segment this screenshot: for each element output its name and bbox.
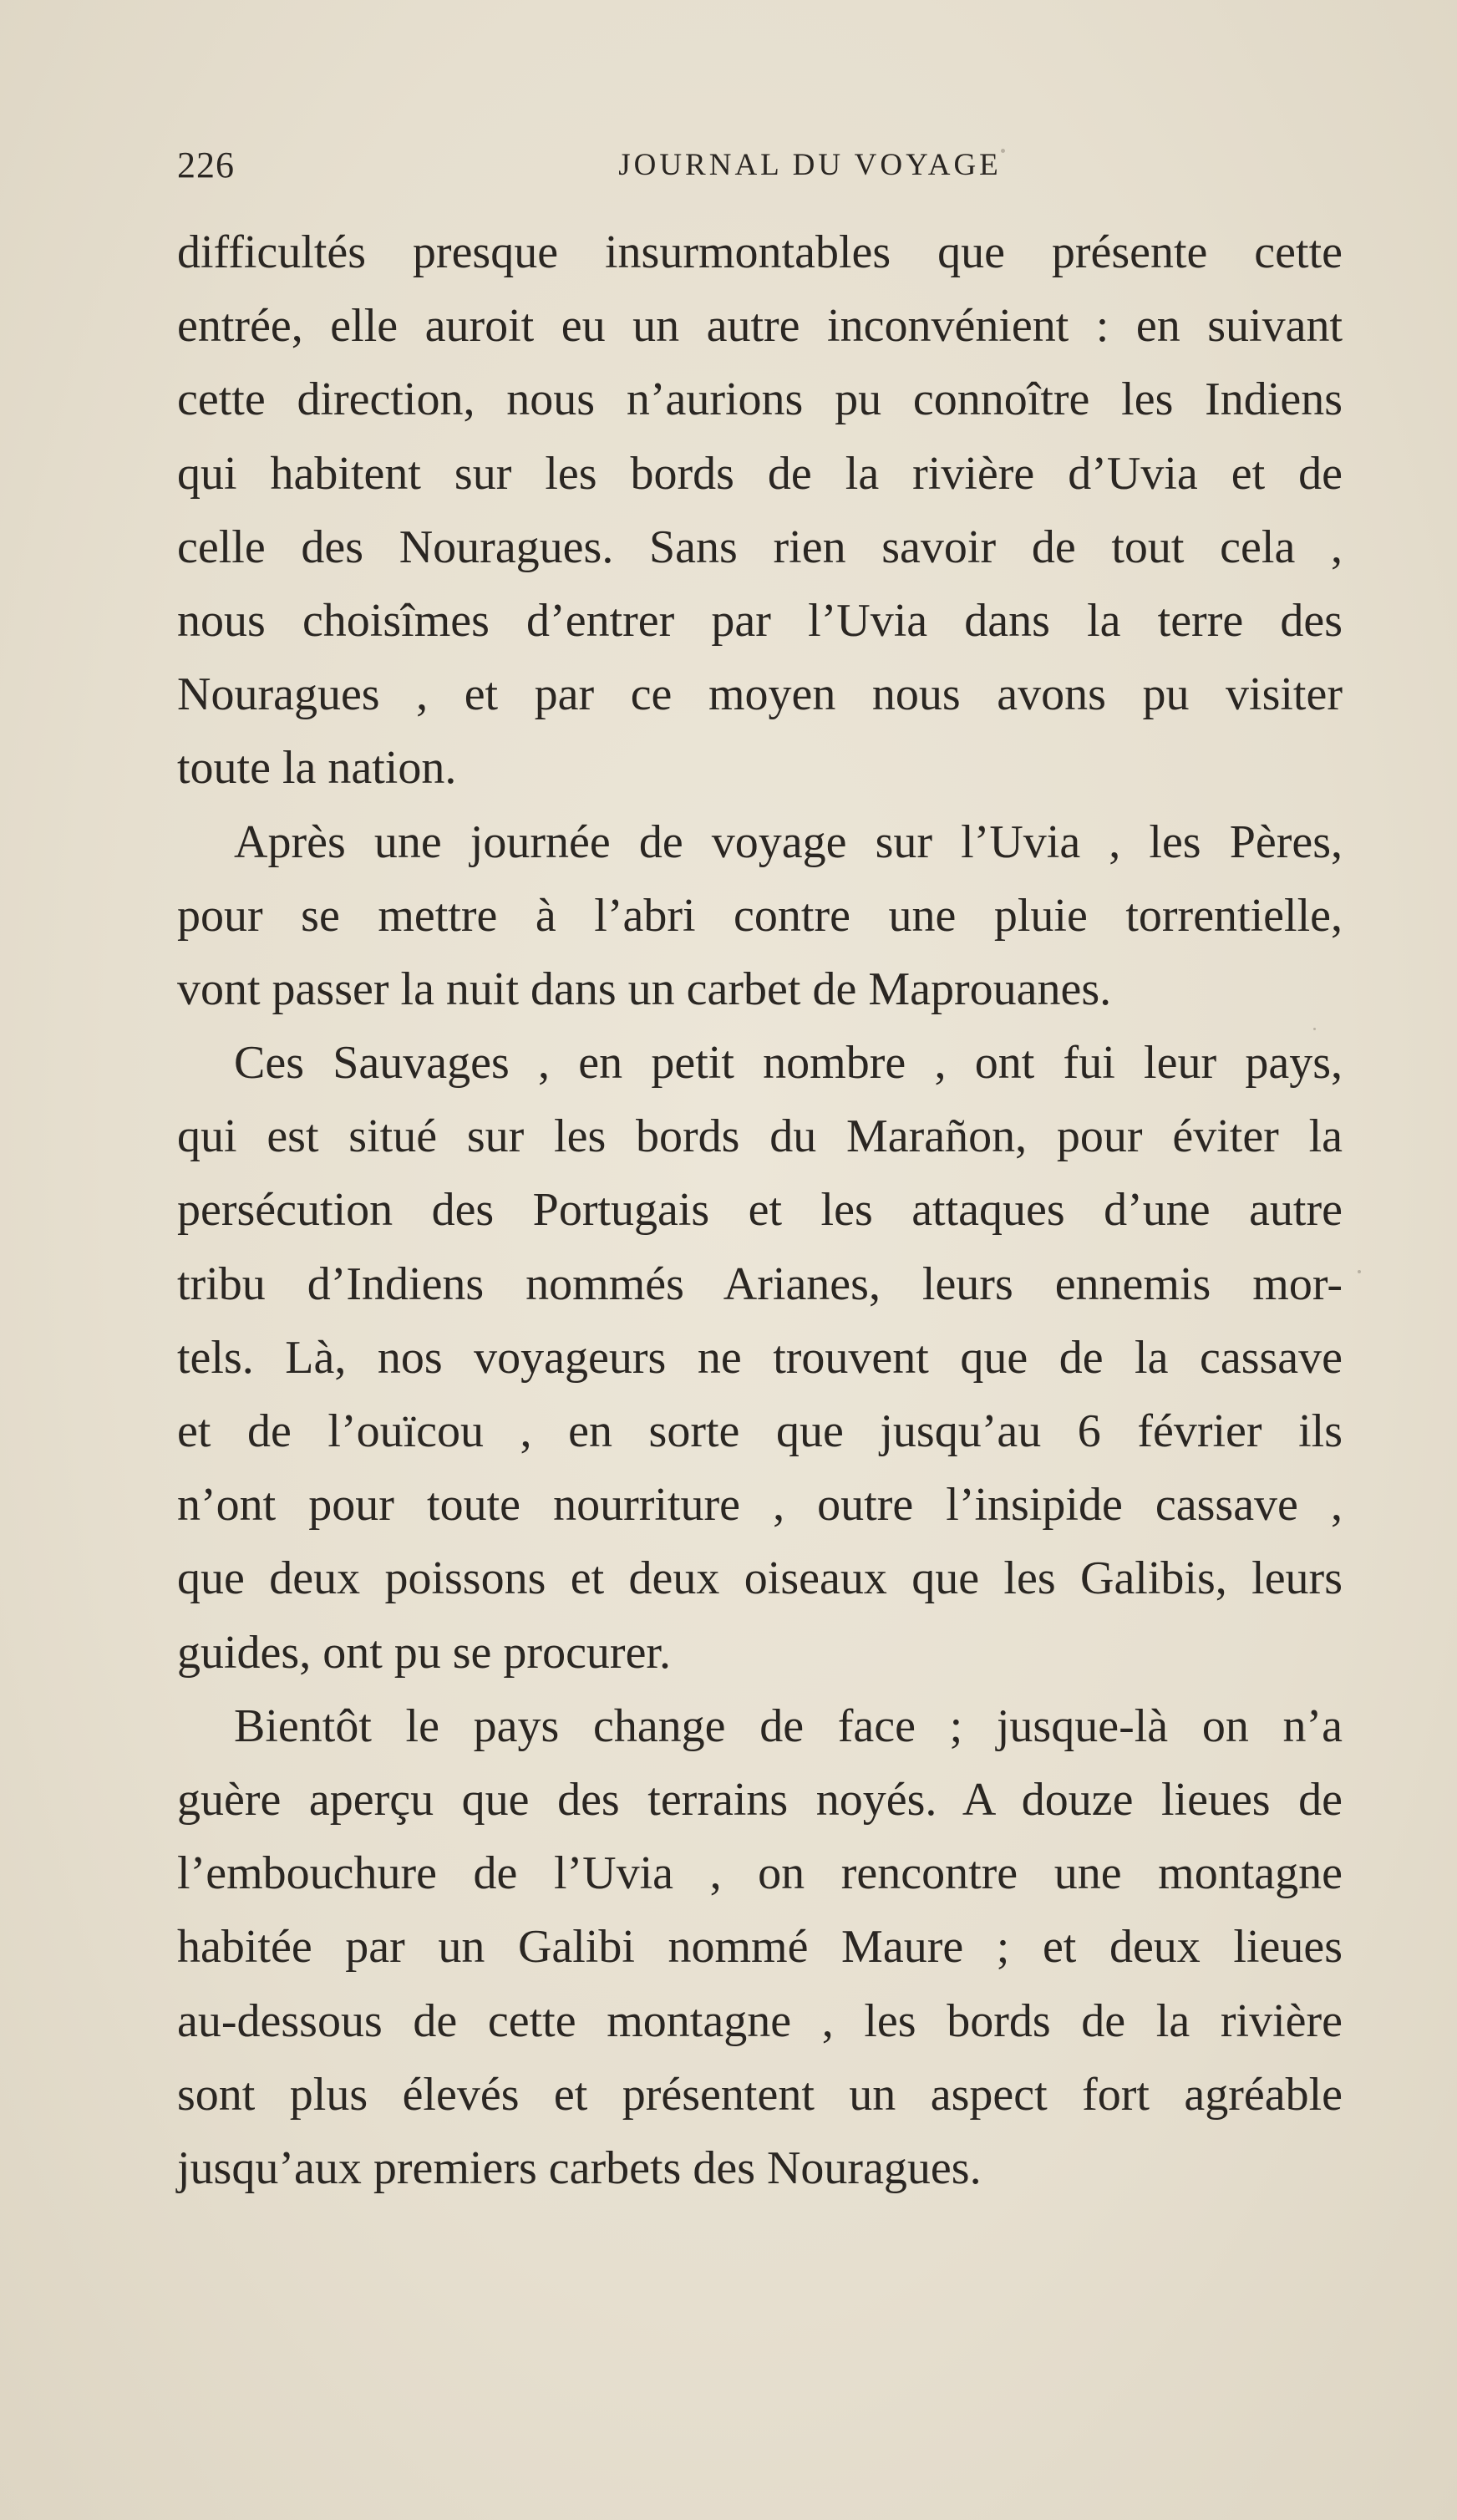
running-head xyxy=(177,144,1343,194)
text-line: qui est situé sur les bords du Marañon, pour éviter la xyxy=(177,1110,1343,1163)
text-line: guère aperçu que des terrains noyés. A douze lieues de xyxy=(177,1773,1343,1826)
text-line: vont passer la nuit dans un carbet de Maprouanes. xyxy=(177,963,1112,1015)
text-line: et de l’ouïcou , en sorte que jusqu’au 6 février ils xyxy=(177,1405,1343,1457)
text-line: cette direction, nous n’aurions pu connoître les Indiens xyxy=(177,373,1343,426)
text-line: que deux poissons et deux oiseaux que les Galibis, leurs xyxy=(177,1552,1343,1605)
text-line: Bientôt le pays change de face ; jusque-là on n’a xyxy=(234,1699,1343,1752)
text-line: sont plus élevés et présentent un aspect fort agréable xyxy=(177,2068,1343,2121)
text-line: tribu d’Indiens nommés Arianes, leurs ennemis mor- xyxy=(177,1257,1343,1310)
text-line: pour se mettre à l’abri contre une pluie torrentielle, xyxy=(177,889,1343,942)
page-number: 226 xyxy=(177,145,235,185)
text-line: qui habitent sur les bords de la rivière d’Uvia et de xyxy=(177,447,1343,500)
body-text xyxy=(177,216,1343,2205)
text-line: tels. Là, nos voyageurs ne trouvent que de la cassave xyxy=(177,1331,1343,1384)
text-line: persécution des Portugais et les attaques d’une autre xyxy=(177,1184,1343,1237)
text-line: celle des Nouragues. Sans rien savoir de tout cela , xyxy=(177,521,1343,573)
text-line: Nouragues , et par ce moyen nous avons pu visiter xyxy=(177,668,1343,721)
paper-speck xyxy=(1358,1270,1361,1273)
text-line: nous choisîmes d’entrer par l’Uvia dans la terre des xyxy=(177,594,1343,647)
text-line: au-dessous de cette montagne , les bords de la rivière xyxy=(177,1994,1343,2047)
text-line: n’ont pour toute nourriture , outre l’insipide cassave , xyxy=(177,1479,1343,1532)
text-line: entrée, elle auroit eu un autre inconvénient : en suivant xyxy=(177,300,1343,353)
text-line: toute la nation. xyxy=(177,742,457,795)
text-line: guides, ont pu se procurer. xyxy=(177,1626,671,1679)
text-line: difficultés presque insurmontables que présente cette xyxy=(177,226,1343,278)
text-line: l’embouchure de l’Uvia , on rencontre une montagne xyxy=(177,1847,1343,1900)
text-line: Après une journée de voyage sur l’Uvia , les Pères, xyxy=(234,815,1343,868)
text-line: Ces Sauvages , en petit nombre , ont fui leur pays, xyxy=(234,1037,1343,1090)
running-title: JOURNAL DU VOYAGE xyxy=(618,148,1002,182)
text-line: jusqu’aux premiers carbets des Nouragues. xyxy=(177,2141,982,2194)
text-line: habitée par un Galibi nommé Maure ; et deux lieues xyxy=(177,1921,1343,1974)
